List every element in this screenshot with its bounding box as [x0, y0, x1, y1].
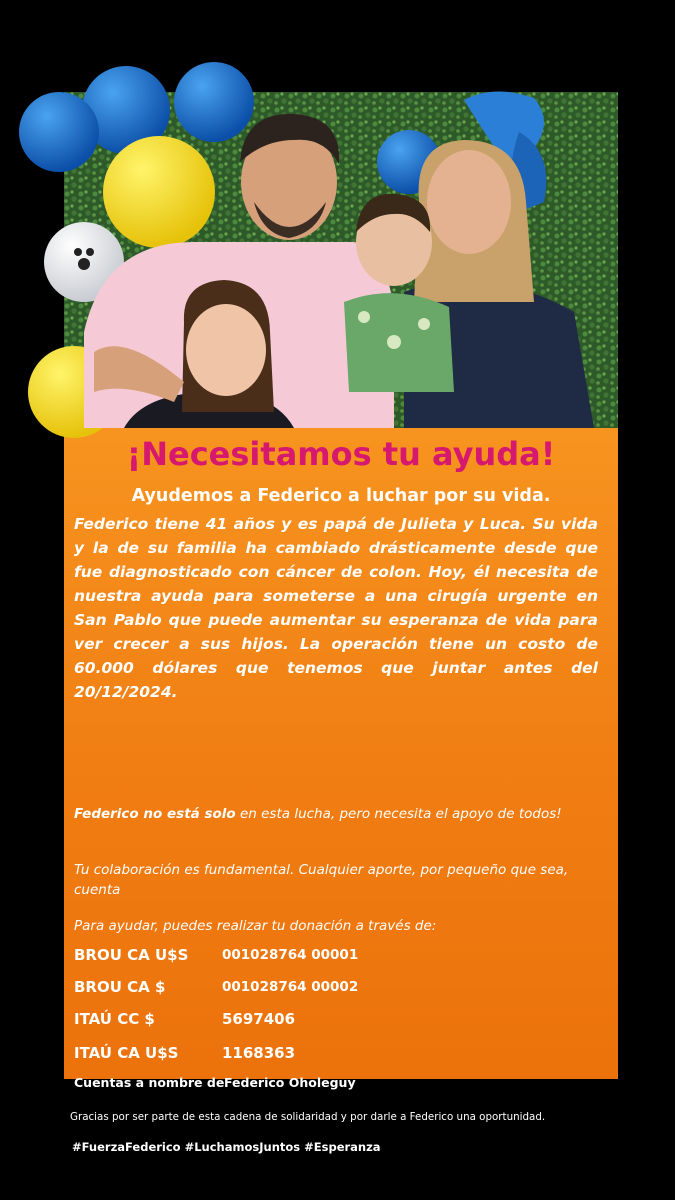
account-name: BROU CA $	[74, 978, 166, 996]
collaboration-text: Tu colaboración es fundamental. Cualquier aporte, por pequeño que sea, cuenta	[74, 862, 569, 898]
account-row	[74, 978, 574, 1002]
story-paragraph: Federico tiene 41 años y es papá de Julieta y Luca. Su vida y la de su familia ha cambiado drásticamente desde que fue diagnosticado con cáncer de colon. Hoy, él necesita de nuestra ayuda para someterse a una cirugía urgente en San Pablo que puede aumentar su esperanza de vida para ver crecer a sus hijos. La operación tiene un costo de 60.000 dólares que tenemos que juntar antes del 20/12/2024.	[74, 515, 598, 701]
donation-intro: Para ayudar, puedes realizar tu donación a través de:	[74, 918, 437, 934]
account-name: BROU CA U$S	[74, 946, 189, 964]
account-number: 1168363	[222, 1044, 296, 1062]
account-owner-label: Cuentas a nombre de	[74, 1075, 225, 1090]
account-number: 001028764 00001	[222, 947, 359, 963]
family-photo-illustration	[64, 92, 618, 428]
account-name: ITAÚ CC $	[74, 1010, 155, 1028]
hashtags: #FuerzaFederico #LuchamosJuntos #Esperanza	[72, 1140, 381, 1154]
account-name: ITAÚ CA U$S	[74, 1044, 179, 1062]
account-number: 5697406	[222, 1010, 296, 1028]
flyer-content	[64, 428, 618, 1154]
family-photo	[64, 92, 618, 428]
account-row	[74, 1010, 574, 1034]
not-alone-bold: Federico no está solo	[74, 806, 236, 822]
not-alone-text	[74, 804, 604, 824]
account-number: 001028764 00002	[222, 979, 359, 995]
donation-flyer	[64, 92, 618, 1154]
account-row	[74, 1044, 574, 1068]
account-owner-name: Federico Oholeguy	[224, 1075, 356, 1090]
subheadline: Ayudemos a Federico a luchar por su vida.	[131, 486, 551, 506]
headline: ¡Necesitamos tu ayuda!	[126, 435, 556, 473]
thanks-message: Gracias por ser parte de esta cadena de solidaridad y por darle a Federico una oportunidad.	[70, 1111, 546, 1123]
not-alone-rest: en esta lucha, pero necesita el apoyo de todos!	[235, 806, 562, 822]
account-row	[74, 946, 574, 970]
